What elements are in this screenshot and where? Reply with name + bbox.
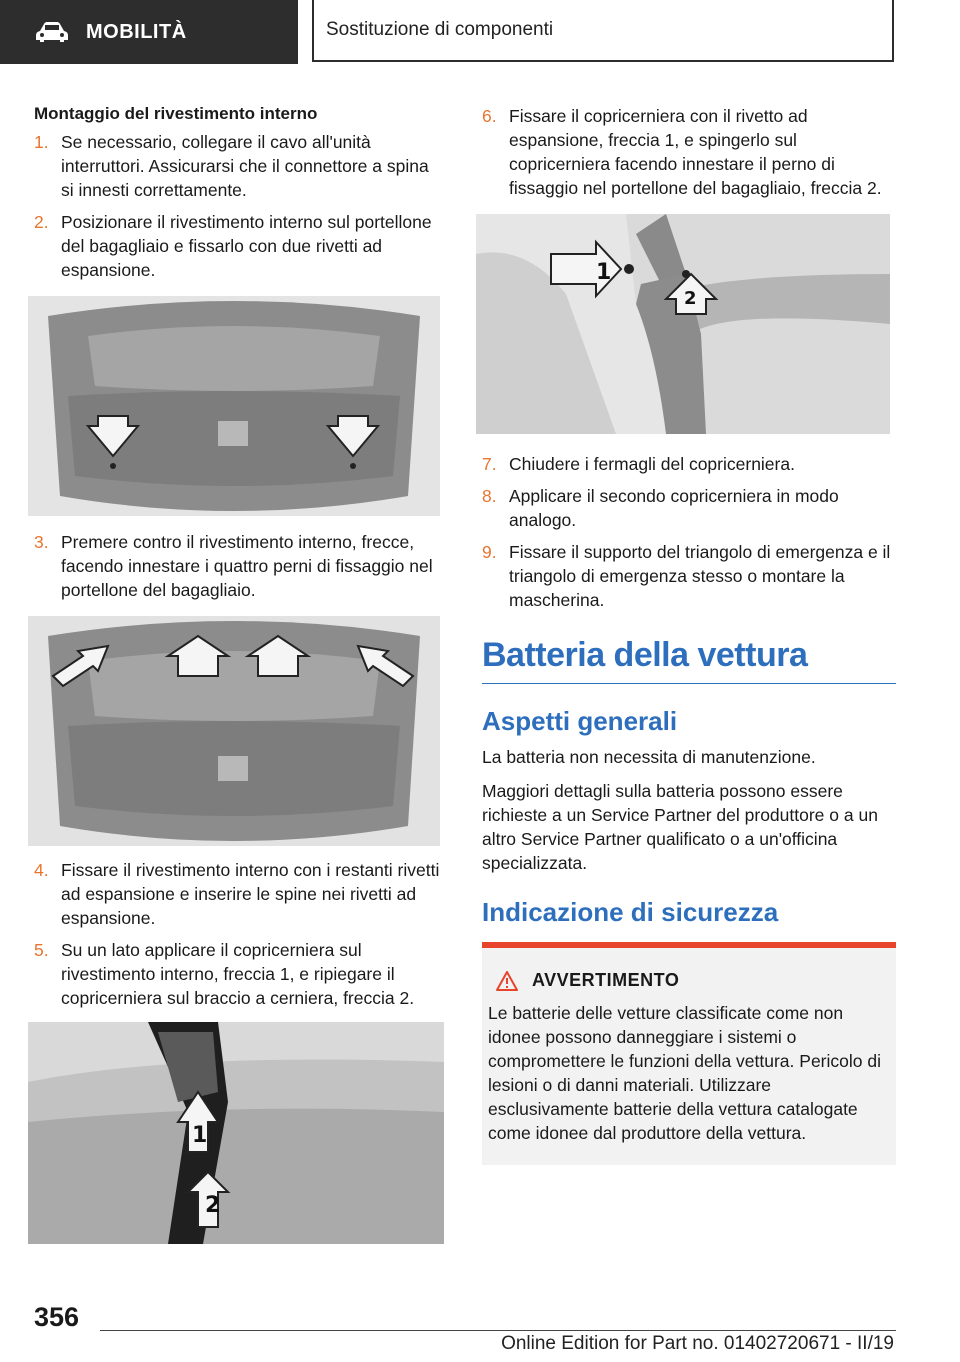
step-text: Applicare il secondo copricerniera in modo analogo. xyxy=(509,486,839,530)
paragraph: Maggiori dettagli sulla batteria possono essere richieste a un Service Partner del produttore o a un altro Service Partner qualificato o a un'officina specializzata. xyxy=(482,781,878,873)
steps-list-c xyxy=(482,452,896,612)
step-number: 6. xyxy=(482,106,497,126)
step-number: 7. xyxy=(482,454,497,474)
figure-label-1: 1 xyxy=(596,260,612,285)
list-item xyxy=(482,484,896,532)
section-label: MOBILITÀ xyxy=(86,20,187,43)
steps-list-a xyxy=(34,130,446,282)
step-text: Chiudere i fermagli del copricerniera. xyxy=(509,454,795,474)
step-number: 3. xyxy=(34,532,49,552)
list-item xyxy=(482,452,896,476)
paragraph: La batteria non necessita di manutenzione. xyxy=(482,747,816,767)
steps-list-step6 xyxy=(482,104,896,200)
figure-hinge-cover-apply xyxy=(28,1022,444,1244)
list-item xyxy=(34,530,446,602)
step-text: Fissare il copricerniera con il rivetto ad espansione, freccia 1, e spingerlo sul copricerniera facendo innestare il perno di fissaggio nel portellone del bagagliaio, freccia 2. xyxy=(509,106,882,198)
chapter-label: Sostituzione di componenti xyxy=(326,19,554,40)
figure-label-1: 1 xyxy=(192,1123,208,1148)
step-text: Premere contro il rivestimento interno, frecce, facendo innestare i quattro perni di fissaggio nel portellone del bagagliaio. xyxy=(61,532,433,600)
list-item xyxy=(34,210,446,282)
step-text: Fissare il rivestimento interno con i restanti rivetti ad espansione e inserire le spine nei rivetti ad espansione. xyxy=(61,860,440,928)
section-tab xyxy=(0,0,298,64)
edition-text: Online Edition for Part no. 01402720671 - II/19 xyxy=(501,1333,894,1354)
step-text: Se necessario, collegare il cavo all'unità interruttori. Assicurarsi che il connettore a spina si innesti correttamente. xyxy=(61,132,429,200)
subheading-general: Aspetti generali xyxy=(482,706,678,736)
list-item xyxy=(34,938,446,1010)
figure-label-2: 2 xyxy=(684,288,697,309)
step-number: 9. xyxy=(482,542,497,562)
step-text: Posizionare il rivestimento interno sul portellone del bagagliaio e fissarlo con due rivetti ad espansione. xyxy=(61,212,432,280)
figure-trunk-lining-rivets xyxy=(28,296,440,516)
chapter-header xyxy=(312,0,894,62)
figure-hinge-cover-rivet xyxy=(476,214,890,434)
footer-divider xyxy=(100,1330,896,1331)
warning-title-text: AVVERTIMENTO xyxy=(532,970,680,990)
steps-list-step3 xyxy=(34,530,446,602)
subheading: Montaggio del rivestimento interno xyxy=(34,104,318,123)
step-number: 8. xyxy=(482,486,497,506)
step-text: Fissare il supporto del triangolo di emergenza e il triangolo di emergenza stesso o montare la mascherina. xyxy=(509,542,891,610)
list-item xyxy=(34,858,446,930)
warning-box xyxy=(482,942,896,1165)
step-number: 5. xyxy=(34,940,49,960)
warning-title xyxy=(496,970,886,991)
subheading-safety: Indicazione di sicurezza xyxy=(482,897,779,927)
right-column xyxy=(482,104,896,1165)
list-item xyxy=(482,540,896,612)
step-text: Su un lato applicare il copricerniera sul rivestimento interno, freccia 1, e ripiegare il copricerniera sul braccio a cerniera, freccia 2. xyxy=(61,940,415,1008)
step-number: 1. xyxy=(34,132,49,152)
page-number: 356 xyxy=(34,1302,80,1332)
list-item xyxy=(34,130,446,202)
step-number: 2. xyxy=(34,212,49,232)
warning-triangle-icon xyxy=(496,971,518,991)
figure-label-2: 2 xyxy=(205,1193,221,1218)
steps-list-b xyxy=(34,858,446,1010)
list-item xyxy=(482,104,896,200)
section-title: Batteria della vettura xyxy=(482,636,896,684)
figure-trunk-lining-press xyxy=(28,616,440,846)
left-column xyxy=(34,104,446,1244)
step-number: 4. xyxy=(34,860,49,880)
car-icon xyxy=(34,20,70,44)
warning-text: Le batterie delle vetture classificate come non idonee possono danneggiare i sistemi o compromettere le funzioni della vettura. Pericolo di lesioni o di danni materiali. Utilizzare esclusivamente batterie della vettura catalogate come idonee dal produttore della vettura. xyxy=(488,1003,881,1143)
